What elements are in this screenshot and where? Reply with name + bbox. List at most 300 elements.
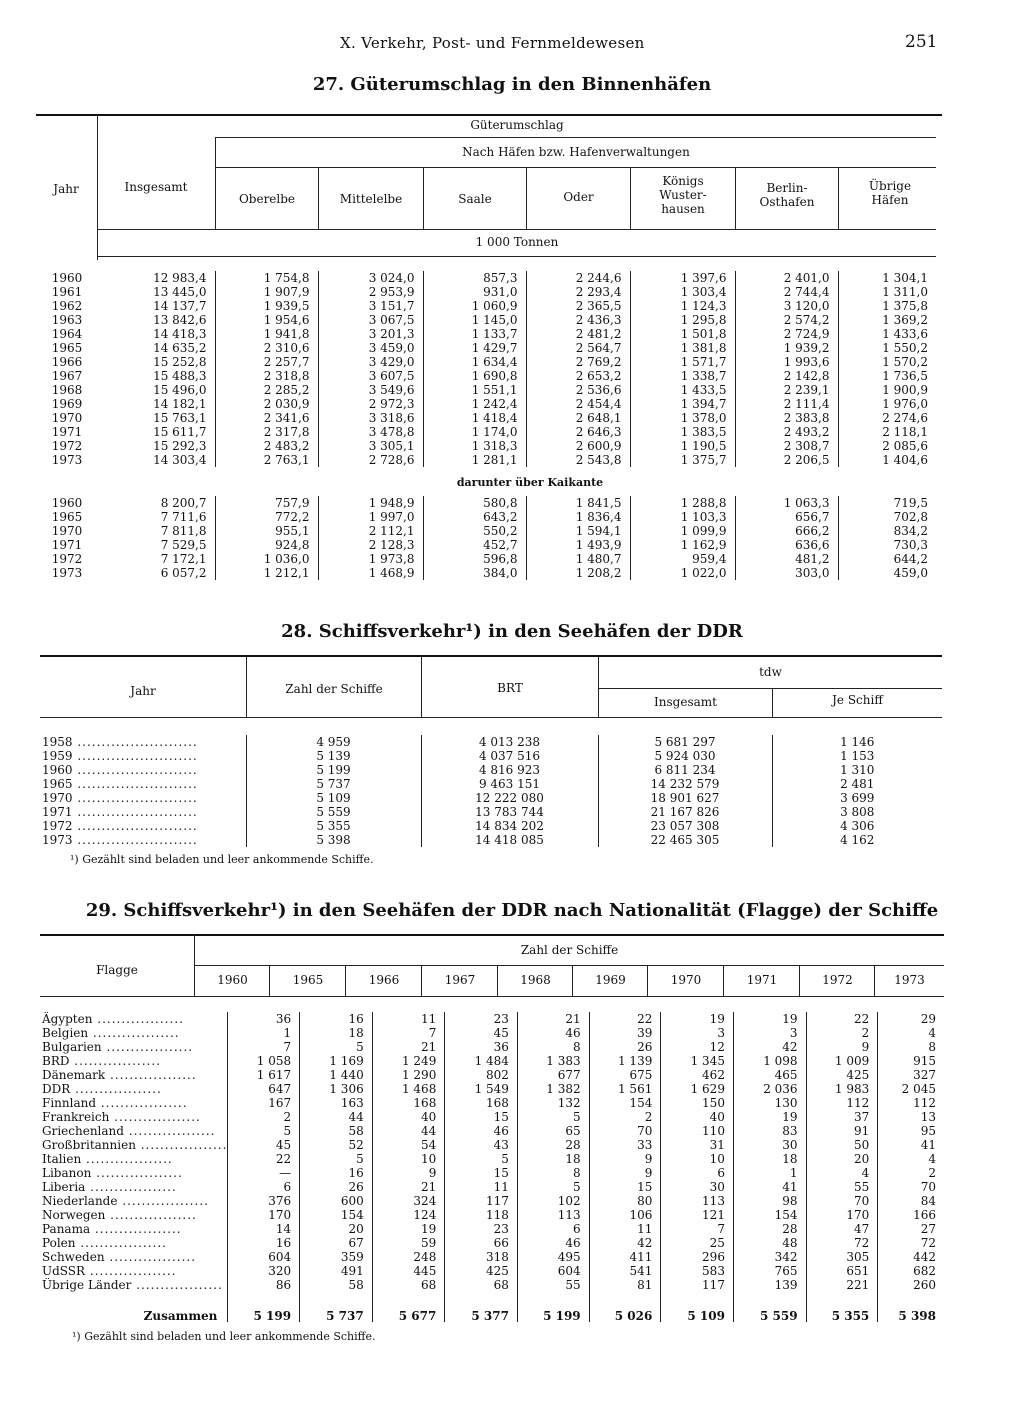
table-cell: 2 111,4 (735, 397, 838, 411)
table-cell: 675 (589, 1068, 661, 1082)
table-cell: 462 (661, 1068, 734, 1082)
leader-dots: ......................... (72, 819, 198, 833)
table-cell: 83 (733, 1124, 806, 1138)
table-cell: 68 (372, 1278, 445, 1292)
table-cell: 45 (228, 1138, 300, 1152)
table-cell: 2 285,2 (215, 383, 318, 397)
table-cell: 2 481 (772, 777, 942, 791)
table-cell: 1 954,6 (215, 313, 318, 327)
table-cell: 1 311,0 (838, 285, 936, 299)
table-cell: 6 (661, 1166, 734, 1180)
table-cell: 6 057,2 (160, 566, 207, 580)
table-cell: 1 617 (228, 1068, 300, 1082)
row-label (40, 1236, 228, 1250)
flag-country: Ägypten (42, 1012, 93, 1026)
table-cell: 2 436,3 (526, 313, 630, 327)
leader-dots: .................. (101, 1040, 194, 1054)
table-cell: 14 418,3 (153, 327, 207, 341)
table-cell: 1 418,4 (423, 411, 526, 425)
table-cell: 1 561 (589, 1082, 661, 1096)
table-cell: 5 (300, 1152, 373, 1166)
leader-dots: .................. (96, 1096, 188, 1110)
table-cell: 2 030,9 (215, 397, 318, 411)
year-header: 1971 (746, 973, 778, 987)
total-cell: 5 377 (445, 1292, 518, 1322)
table-cell: 168 (372, 1096, 445, 1110)
table-row (36, 552, 936, 566)
table-cell: 70 (589, 1124, 661, 1138)
table-cell: 52 (300, 1138, 373, 1152)
table-cell: 58 (300, 1278, 373, 1292)
row-label: 1961 (51, 285, 83, 299)
table-cell: 3 151,7 (318, 299, 423, 313)
rule (98, 256, 936, 257)
col-header-insgesamt: Insgesamt (124, 180, 188, 194)
table-cell: 154 (733, 1208, 806, 1222)
total-cell: 5 199 (517, 1292, 589, 1322)
table-row (40, 1026, 944, 1040)
table-cell: 23 (445, 1222, 518, 1236)
table-cell: 15 763,1 (153, 411, 207, 425)
table-cell: 42 (733, 1040, 806, 1054)
table-cell: 1 468 (372, 1082, 445, 1096)
table-cell: 2 769,2 (526, 355, 630, 369)
table-cell: 6 811 234 (598, 763, 772, 777)
row-label (40, 1096, 228, 1110)
total-label: Zusammen (143, 1309, 218, 1323)
table-cell: 1 124,3 (630, 299, 735, 313)
table-cell: 1 060,9 (423, 299, 526, 313)
table-cell: 7 811,8 (160, 524, 207, 538)
table-cell: 20 (806, 1152, 878, 1166)
table-cell: 42 (589, 1236, 661, 1250)
table-cell: 3 607,5 (318, 369, 423, 383)
table-cell: 1 381,8 (630, 341, 735, 355)
table-row (40, 1250, 944, 1264)
row-label: 1965 (51, 341, 83, 355)
footnote: ¹) Gezählt sind beladen und leer ankommende Schiffe. (72, 1330, 376, 1343)
col-header-nach-haefen: Nach Häfen bzw. Hafenverwaltungen (462, 145, 690, 159)
table-cell: 1 948,9 (318, 496, 423, 510)
table-cell: 66 (445, 1236, 518, 1250)
total-cell: 5 026 (589, 1292, 661, 1322)
col-header-berlin-osthafen: Berlin- Osthafen (759, 181, 815, 209)
table-cell: 677 (517, 1068, 589, 1082)
table-cell: 102 (517, 1194, 589, 1208)
flag-country: Finnland (42, 1096, 97, 1110)
table-cell: 425 (445, 1264, 518, 1278)
table-cell: 3 (661, 1026, 734, 1040)
table-cell: 23 057 308 (598, 819, 772, 833)
total-row (40, 1292, 944, 1322)
rule (36, 114, 942, 116)
table-cell: 2 646,3 (526, 425, 630, 439)
table-cell: 730,3 (838, 538, 936, 552)
table-cell: 3 318,6 (318, 411, 423, 425)
table-cell: 112 (878, 1096, 944, 1110)
row-label: 1972 (51, 439, 83, 453)
table-cell: 9 463 151 (421, 777, 598, 791)
table-cell: 1 941,8 (215, 327, 318, 341)
table-cell: 4 013 238 (421, 735, 598, 749)
table-cell: 1 429,7 (423, 341, 526, 355)
table-cell: 4 (878, 1152, 944, 1166)
rule (345, 965, 346, 996)
table-cell: 2 036 (733, 1082, 806, 1096)
table-cell: 19 (733, 1012, 806, 1026)
table-cell: 6 (517, 1222, 589, 1236)
row-label (40, 1110, 228, 1124)
table-cell: 1 (733, 1166, 806, 1180)
year-header: 1967 (444, 973, 476, 987)
col-header-uebrige-haefen: Übrige Häfen (868, 179, 912, 207)
row-label (40, 749, 246, 763)
table-cell: 65 (517, 1124, 589, 1138)
table-29-data (40, 1012, 944, 1322)
row-label (40, 1026, 228, 1040)
table-cell: 68 (445, 1278, 518, 1292)
table-cell: 600 (300, 1194, 373, 1208)
table-cell: 30 (733, 1138, 806, 1152)
table-cell: 324 (372, 1194, 445, 1208)
table-row (36, 439, 936, 453)
table-cell: 1 549 (445, 1082, 518, 1096)
table-cell: 46 (517, 1236, 589, 1250)
col-header-mittelelbe: Mittelelbe (339, 192, 403, 206)
row-label: 1966 (51, 355, 83, 369)
table-cell: 36 (445, 1040, 518, 1054)
table-28-title: 28. Schiffsverkehr¹) in den Seehäfen der DDR (281, 621, 743, 642)
table-cell: 44 (372, 1124, 445, 1138)
table-cell: 9 (589, 1152, 661, 1166)
table-cell: 14 137,7 (153, 299, 207, 313)
table-cell: 11 (589, 1222, 661, 1236)
leader-dots: ......................... (72, 805, 198, 819)
table-row (40, 1110, 944, 1124)
leader-dots: .................. (70, 1082, 162, 1096)
table-cell: 1 382 (517, 1082, 589, 1096)
leader-dots: .................. (85, 1264, 177, 1278)
table-cell: 1 939,5 (215, 299, 318, 313)
table-cell: 13 783 744 (421, 805, 598, 819)
table-cell: 3 808 (772, 805, 942, 819)
table-cell: 19 (372, 1222, 445, 1236)
table-row (36, 566, 936, 580)
table-cell: 465 (733, 1068, 806, 1082)
table-row (40, 1222, 944, 1236)
table-cell: 5 559 (246, 805, 421, 819)
table-row (40, 1096, 944, 1110)
table-cell: 2 318,8 (215, 369, 318, 383)
table-27-kaikante (36, 496, 936, 580)
table-cell: 955,1 (215, 524, 318, 538)
table-cell: 121 (661, 1208, 734, 1222)
table-cell: 296 (661, 1250, 734, 1264)
table-row (40, 735, 942, 749)
table-row (40, 749, 942, 763)
table-cell: 7 (228, 1040, 300, 1054)
table-cell: 1 318,3 (423, 439, 526, 453)
table-cell: 452,7 (423, 538, 526, 552)
table-cell: 2 341,6 (215, 411, 318, 425)
table-row (40, 819, 942, 833)
leader-dots: .................. (88, 1026, 180, 1040)
table-cell: 1 907,9 (215, 285, 318, 299)
table-row (40, 777, 942, 791)
table-cell: 2 310,6 (215, 341, 318, 355)
table-cell: 647 (228, 1082, 300, 1096)
table-cell: 1 900,9 (838, 383, 936, 397)
table-cell: 5 681 297 (598, 735, 772, 749)
col-header-saale: Saale (458, 192, 492, 206)
leader-dots: .................. (85, 1180, 177, 1194)
table-cell: 15 252,8 (153, 355, 207, 369)
table-cell: 130 (733, 1096, 806, 1110)
table-cell: 37 (806, 1110, 878, 1124)
table-cell: 28 (733, 1222, 806, 1236)
table-row (36, 496, 936, 510)
col-header-jahr: Jahr (53, 182, 79, 196)
table-row (36, 369, 936, 383)
leader-dots: .................. (91, 1166, 183, 1180)
table-cell: 1 063,3 (735, 496, 838, 510)
table-cell: 41 (878, 1138, 944, 1152)
rule (215, 167, 936, 168)
row-label: 1965 (51, 510, 83, 524)
table-cell: 30 (661, 1180, 734, 1194)
table-cell: 1 836,4 (526, 510, 630, 524)
rule (269, 965, 270, 996)
row-label: 1960 (51, 271, 83, 285)
leader-dots: ......................... (72, 749, 198, 763)
table-cell: 10 (372, 1152, 445, 1166)
table-cell: 2 274,6 (838, 411, 936, 425)
table-cell: 167 (228, 1096, 300, 1110)
sub-section-label: darunter über Kaikante (456, 476, 604, 489)
table-cell: 55 (806, 1180, 878, 1194)
table-cell: 55 (517, 1278, 589, 1292)
table-cell: 40 (661, 1110, 734, 1124)
table-cell: 4 306 (772, 819, 942, 833)
table-cell: 1 036,0 (215, 552, 318, 566)
table-cell: 1 468,9 (318, 566, 423, 580)
table-cell: 22 (589, 1012, 661, 1026)
table-cell: 1 993,6 (735, 355, 838, 369)
rule (40, 934, 944, 936)
rule (40, 996, 944, 997)
table-cell: 106 (589, 1208, 661, 1222)
table-cell: 14 303,4 (153, 453, 207, 467)
table-row (40, 1082, 944, 1096)
table-cell: 4 (878, 1026, 944, 1040)
table-cell: 596,8 (423, 552, 526, 566)
table-cell: 1 281,1 (423, 453, 526, 467)
table-cell: 481,2 (735, 552, 838, 566)
table-cell: 2 128,3 (318, 538, 423, 552)
table-cell: 1 690,8 (423, 369, 526, 383)
table-cell: 113 (517, 1208, 589, 1222)
chapter-title: X. Verkehr, Post- und Fernmeldewesen (340, 34, 645, 52)
table-cell: 550,2 (423, 524, 526, 538)
row-label: 1971 (51, 425, 83, 439)
table-cell: 5 (445, 1152, 518, 1166)
year-label: 1970 (42, 791, 73, 805)
table-cell: 1 (228, 1026, 300, 1040)
table-row (36, 313, 936, 327)
table-cell: 170 (228, 1208, 300, 1222)
table-cell: 2 365,5 (526, 299, 630, 313)
row-label (40, 791, 246, 805)
table-cell: 9 (589, 1166, 661, 1180)
table-cell: 2 142,8 (735, 369, 838, 383)
table-cell: 170 (806, 1208, 878, 1222)
row-label: 1969 (51, 397, 83, 411)
table-27-main (36, 271, 936, 467)
table-cell: 8 200,7 (160, 496, 207, 510)
flag-country: Polen (42, 1236, 76, 1250)
row-label: 1970 (51, 524, 83, 538)
table-cell: 2 206,5 (735, 453, 838, 467)
table-cell: 802 (445, 1068, 518, 1082)
leader-dots: ......................... (72, 763, 198, 777)
table-cell: 1 139 (589, 1054, 661, 1068)
table-cell: 3 120,0 (735, 299, 838, 313)
table-cell: 46 (517, 1026, 589, 1040)
table-cell: 924,8 (215, 538, 318, 552)
leader-dots: .................. (105, 1208, 197, 1222)
table-28-data (40, 735, 942, 847)
table-cell: 6 (228, 1180, 300, 1194)
table-cell: 682 (878, 1264, 944, 1278)
year-label: 1973 (42, 833, 73, 847)
table-cell: 5 109 (246, 791, 421, 805)
table-cell: 1 303,4 (630, 285, 735, 299)
table-cell: 11 (372, 1012, 445, 1026)
col-header-tdw: tdw (759, 665, 782, 679)
table-cell: 719,5 (838, 496, 936, 510)
table-cell: 1 290 (372, 1068, 445, 1082)
rule (40, 717, 942, 718)
table-cell: 20 (300, 1222, 373, 1236)
col-header-tdw-insgesamt: Insgesamt (654, 695, 717, 709)
row-label (40, 1040, 228, 1054)
flag-country: Frankreich (42, 1110, 110, 1124)
table-cell: 1 939,2 (735, 341, 838, 355)
flag-country: Übrige Länder (42, 1278, 132, 1292)
leader-dots: .................. (117, 1194, 209, 1208)
col-header-koenigs-wusterhausen: Königs Wuster- hausen (659, 174, 707, 216)
rule (630, 167, 631, 229)
table-cell: 1 383 (517, 1054, 589, 1068)
table-cell: 1 570,2 (838, 355, 936, 369)
table-row (40, 1166, 944, 1180)
row-label (40, 735, 246, 749)
col-header-flagge: Flagge (96, 963, 138, 977)
table-cell: 7 529,5 (160, 538, 207, 552)
table-cell: 18 (300, 1026, 373, 1040)
col-header-jahr: Jahr (130, 684, 156, 698)
table-cell: 1 099,9 (630, 524, 735, 538)
table-cell: 166 (878, 1208, 944, 1222)
table-cell: 772,2 (215, 510, 318, 524)
total-cell: 5 677 (372, 1292, 445, 1322)
table-row (36, 411, 936, 425)
table-cell: 12 222 080 (421, 791, 598, 805)
table-cell: 2 (228, 1110, 300, 1124)
table-cell: 18 901 627 (598, 791, 772, 805)
table-cell: 1 058 (228, 1054, 300, 1068)
table-cell: 58 (300, 1124, 373, 1138)
table-cell: 44 (300, 1110, 373, 1124)
table-row (36, 285, 936, 299)
table-cell: 154 (300, 1208, 373, 1222)
row-label (40, 1208, 228, 1222)
rule (194, 965, 944, 966)
rule (874, 965, 875, 996)
table-cell: 305 (806, 1250, 878, 1264)
table-cell: 1 634,4 (423, 355, 526, 369)
table-cell: 834,2 (838, 524, 936, 538)
rule (647, 965, 648, 996)
year-label: 1959 (42, 749, 73, 763)
table-cell: 1 484 (445, 1054, 518, 1068)
table-cell: 1 190,5 (630, 439, 735, 453)
table-cell: 86 (228, 1278, 300, 1292)
table-cell: 70 (878, 1180, 944, 1194)
leader-dots: .................. (90, 1222, 182, 1236)
table-cell: 221 (806, 1278, 878, 1292)
table-cell: 163 (300, 1096, 373, 1110)
table-cell: 2 244,6 (526, 271, 630, 285)
table-cell: 22 (228, 1152, 300, 1166)
table-cell: 28 (517, 1138, 589, 1152)
table-cell: 2 112,1 (318, 524, 423, 538)
col-header-tdw-je-schiff: Je Schiff (832, 693, 883, 707)
table-cell: 2 085,6 (838, 439, 936, 453)
table-cell: 118 (445, 1208, 518, 1222)
table-cell: 1 375,8 (838, 299, 936, 313)
table-cell: 15 292,3 (153, 439, 207, 453)
table-cell: 14 635,2 (153, 341, 207, 355)
table-cell: 15 (445, 1166, 518, 1180)
table-cell: 1 841,5 (526, 496, 630, 510)
table-cell: 2 454,4 (526, 397, 630, 411)
table-row (40, 1208, 944, 1222)
table-cell: 11 (445, 1180, 518, 1194)
row-label (40, 1082, 228, 1096)
table-cell: 1 288,8 (630, 496, 735, 510)
leader-dots: .................. (75, 1236, 167, 1250)
table-cell: 1 383,5 (630, 425, 735, 439)
row-label: 1973 (51, 453, 83, 467)
row-label: 1971 (51, 538, 83, 552)
table-cell: 5 355 (246, 819, 421, 833)
table-cell: 915 (878, 1054, 944, 1068)
table-cell: 21 (372, 1180, 445, 1194)
row-label: 1970 (51, 411, 83, 425)
table-cell: — (228, 1166, 300, 1180)
table-cell: 1 242,4 (423, 397, 526, 411)
table-cell: 643,2 (423, 510, 526, 524)
table-cell: 2 045 (878, 1082, 944, 1096)
table-cell: 91 (806, 1124, 878, 1138)
row-label (40, 1222, 228, 1236)
table-cell: 491 (300, 1264, 373, 1278)
flag-country: Griechenland (42, 1124, 124, 1138)
table-cell: 23 (445, 1012, 518, 1026)
table-cell: 9 (806, 1040, 878, 1054)
table-cell: 26 (300, 1180, 373, 1194)
